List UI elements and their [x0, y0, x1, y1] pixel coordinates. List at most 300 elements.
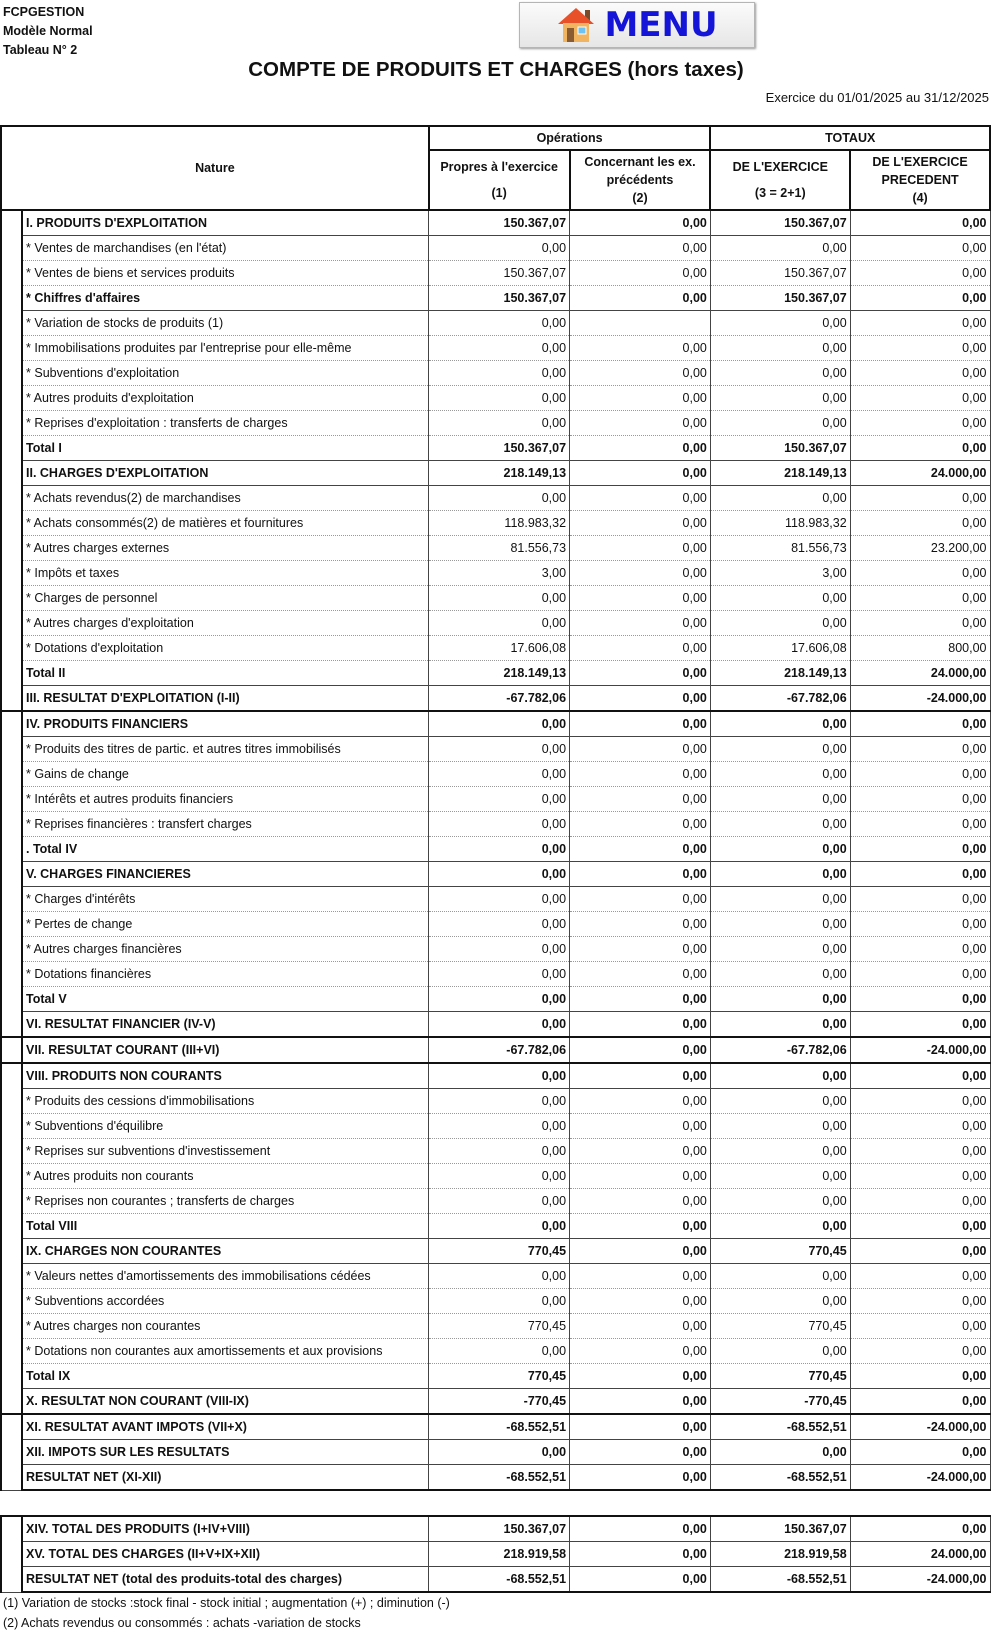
- value-cell-col4: 0,00: [850, 937, 990, 962]
- value-cell-col2: 0,00: [570, 787, 711, 812]
- value-cell-col3: 0,00: [710, 837, 850, 862]
- value-cell-col4: 0,00: [850, 1164, 990, 1189]
- value-cell-col1: 0,00: [429, 1189, 570, 1214]
- table-row: [1, 1440, 990, 1465]
- value-cell-col4: 0,00: [850, 1139, 990, 1164]
- value-cell-col1: 0,00: [429, 311, 570, 336]
- value-cell-col2: 0,00: [570, 1516, 711, 1542]
- value-cell-col1: 0,00: [429, 1289, 570, 1314]
- value-cell-col1: 0,00: [429, 1164, 570, 1189]
- value-cell-col4: 0,00: [850, 336, 990, 361]
- value-cell-col4: 23.200,00: [850, 536, 990, 561]
- row-label: * Variation de stocks de produits (1): [22, 311, 429, 336]
- value-cell-col1: 3,00: [429, 561, 570, 586]
- value-cell-col4: 0,00: [850, 1264, 990, 1289]
- value-cell-col4: 0,00: [850, 787, 990, 812]
- table-row: [1, 812, 990, 837]
- company-name: FCPGESTION: [3, 5, 85, 19]
- value-cell-col1: -67.782,06: [429, 1037, 570, 1063]
- value-cell-col4: 0,00: [850, 1314, 990, 1339]
- row-label: VII. RESULTAT COURANT (III+VI): [22, 1037, 429, 1063]
- value-cell-col1: 0,00: [429, 862, 570, 887]
- row-label: * Charges de personnel: [22, 586, 429, 611]
- row-label: * Subventions d'exploitation: [22, 361, 429, 386]
- value-cell-col1: 0,00: [429, 1114, 570, 1139]
- row-label: * Achats consommés(2) de matières et fournitures: [22, 511, 429, 536]
- value-cell-col2: 0,00: [570, 812, 711, 837]
- value-cell-col3: 0,00: [710, 311, 850, 336]
- value-cell-col3: 218.149,13: [710, 661, 850, 686]
- value-cell-col3: 0,00: [710, 361, 850, 386]
- table-row: [1, 1264, 990, 1289]
- row-label: * Reprises sur subventions d'investissement: [22, 1139, 429, 1164]
- value-cell-col2: 0,00: [570, 862, 711, 887]
- table-row: [1, 411, 990, 436]
- table-row: [1, 1516, 990, 1542]
- table-row: [1, 1012, 990, 1038]
- value-cell-col1: 0,00: [429, 611, 570, 636]
- value-cell-col1: 0,00: [429, 1139, 570, 1164]
- value-cell-col4: -24.000,00: [850, 1037, 990, 1063]
- value-cell-col3: 770,45: [710, 1239, 850, 1264]
- menu-label: MENU: [604, 5, 718, 45]
- row-label: * Reprises d'exploitation : transferts de charges: [22, 411, 429, 436]
- value-cell-col3: 0,00: [710, 737, 850, 762]
- value-cell-col3: 150.367,07: [710, 210, 850, 236]
- table-row: [1, 912, 990, 937]
- house-icon: [556, 6, 596, 44]
- row-label: IX. CHARGES NON COURANTES: [22, 1239, 429, 1264]
- value-cell-col3: -67.782,06: [710, 1037, 850, 1063]
- value-cell-col4: 24.000,00: [850, 1542, 990, 1567]
- table-row: [1, 536, 990, 561]
- value-cell-col3: 218.149,13: [710, 461, 850, 486]
- row-label: * Reprises financières : transfert charges: [22, 812, 429, 837]
- value-cell-col2: 0,00: [570, 661, 711, 686]
- value-cell-col1: 0,00: [429, 1264, 570, 1289]
- table-row: [1, 962, 990, 987]
- value-cell-col4: 800,00: [850, 636, 990, 661]
- row-label: VI. RESULTAT FINANCIER (IV-V): [22, 1012, 429, 1038]
- row-label: * Ventes de biens et services produits: [22, 261, 429, 286]
- row-label: * Dotations non courantes aux amortissements et aux provisions: [22, 1339, 429, 1364]
- table-row: [1, 1465, 990, 1491]
- value-cell-col4: 0,00: [850, 862, 990, 887]
- value-cell-col4: -24.000,00: [850, 686, 990, 712]
- value-cell-col3: 770,45: [710, 1364, 850, 1389]
- col2-header: Concernant les ex. précédents (2): [570, 150, 711, 210]
- value-cell-col4: 0,00: [850, 586, 990, 611]
- value-cell-col3: 0,00: [710, 1440, 850, 1465]
- row-label: X. RESULTAT NON COURANT (VIII-IX): [22, 1389, 429, 1415]
- value-cell-col2: 0,00: [570, 1139, 711, 1164]
- value-cell-col1: -68.552,51: [429, 1465, 570, 1491]
- value-cell-col1: 218.149,13: [429, 461, 570, 486]
- value-cell-col3: 17.606,08: [710, 636, 850, 661]
- value-cell-col1: 0,00: [429, 411, 570, 436]
- table-row: [1, 636, 990, 661]
- value-cell-col4: 0,00: [850, 1214, 990, 1239]
- row-label: VIII. PRODUITS NON COURANTS: [22, 1063, 429, 1089]
- statement-body: [1, 210, 990, 1592]
- value-cell-col2: 0,00: [570, 361, 711, 386]
- row-label: RESULTAT NET (XI-XII): [22, 1465, 429, 1491]
- value-cell-col3: 0,00: [710, 812, 850, 837]
- value-cell-col3: 0,00: [710, 912, 850, 937]
- table-number: Tableau N° 2: [3, 43, 78, 57]
- value-cell-col4: 0,00: [850, 261, 990, 286]
- value-cell-col2: 0,00: [570, 1440, 711, 1465]
- table-row: [1, 711, 990, 737]
- value-cell-col2: 0,00: [570, 386, 711, 411]
- value-cell-col2: 0,00: [570, 536, 711, 561]
- value-cell-col1: 17.606,08: [429, 636, 570, 661]
- value-cell-col4: 0,00: [850, 210, 990, 236]
- value-cell-col1: 0,00: [429, 962, 570, 987]
- value-cell-col1: 150.367,07: [429, 261, 570, 286]
- value-cell-col1: 0,00: [429, 912, 570, 937]
- row-label: XIV. TOTAL DES PRODUITS (I+IV+VIII): [22, 1516, 429, 1542]
- value-cell-col2: 0,00: [570, 937, 711, 962]
- value-cell-col1: 0,00: [429, 1214, 570, 1239]
- table-row: [1, 837, 990, 862]
- value-cell-col2: 0,00: [570, 1314, 711, 1339]
- table-row: [1, 661, 990, 686]
- value-cell-col1: -770,45: [429, 1389, 570, 1415]
- footnote-2: (2) Achats revendus ou consommés : achats -variation de stocks: [3, 1616, 361, 1630]
- nature-header: Nature: [1, 126, 429, 210]
- row-label: * Produits des cessions d'immobilisations: [22, 1089, 429, 1114]
- row-label: * Intérêts et autres produits financiers: [22, 787, 429, 812]
- table-row: [1, 210, 990, 236]
- table-row: [1, 1389, 990, 1415]
- table-row: [1, 686, 990, 712]
- row-label: RESULTAT NET (total des produits-total des charges): [22, 1567, 429, 1593]
- menu-button[interactable]: [519, 2, 755, 48]
- section-label-cell: [1, 1063, 22, 1414]
- row-label: * Subventions d'équilibre: [22, 1114, 429, 1139]
- value-cell-col3: 0,00: [710, 787, 850, 812]
- value-cell-col3: 0,00: [710, 1289, 850, 1314]
- statement-table: [0, 125, 991, 1593]
- value-cell-col3: -68.552,51: [710, 1414, 850, 1440]
- value-cell-col3: 118.983,32: [710, 511, 850, 536]
- col3-header: DE L'EXERCICE (3 = 2+1): [710, 150, 850, 210]
- row-label: IV. PRODUITS FINANCIERS: [22, 711, 429, 737]
- row-label: Total IX: [22, 1364, 429, 1389]
- value-cell-col4: 0,00: [850, 436, 990, 461]
- value-cell-col2: 0,00: [570, 737, 711, 762]
- value-cell-col1: 218.149,13: [429, 661, 570, 686]
- value-cell-col4: 0,00: [850, 737, 990, 762]
- value-cell-col2: 0,00: [570, 1012, 711, 1038]
- table-row: [1, 1314, 990, 1339]
- value-cell-col4: 0,00: [850, 1289, 990, 1314]
- row-label: * Immobilisations produites par l'entreprise pour elle-même: [22, 336, 429, 361]
- value-cell-col2: 0,00: [570, 210, 711, 236]
- value-cell-col4: 0,00: [850, 812, 990, 837]
- table-row: [1, 1089, 990, 1114]
- value-cell-col1: 118.983,32: [429, 511, 570, 536]
- table-row: [1, 762, 990, 787]
- exercice-period: Exercice du 01/01/2025 au 31/12/2025: [765, 90, 989, 105]
- value-cell-col3: 0,00: [710, 386, 850, 411]
- row-label: Total VIII: [22, 1214, 429, 1239]
- row-label: * Valeurs nettes d'amortissements des immobilisations cédées: [22, 1264, 429, 1289]
- value-cell-col4: 0,00: [850, 1364, 990, 1389]
- value-cell-col4: 0,00: [850, 486, 990, 511]
- value-cell-col2: 0,00: [570, 261, 711, 286]
- value-cell-col4: 0,00: [850, 561, 990, 586]
- row-label: XII. IMPOTS SUR LES RESULTATS: [22, 1440, 429, 1465]
- value-cell-col2: 0,00: [570, 1037, 711, 1063]
- row-label: * Achats revendus(2) de marchandises: [22, 486, 429, 511]
- row-label: Total II: [22, 661, 429, 686]
- value-cell-col4: 0,00: [850, 1114, 990, 1139]
- value-cell-col1: 0,00: [429, 1063, 570, 1089]
- value-cell-col2: 0,00: [570, 511, 711, 536]
- value-cell-col2: 0,00: [570, 1189, 711, 1214]
- value-cell-col4: 0,00: [850, 286, 990, 311]
- value-cell-col1: 0,00: [429, 1012, 570, 1038]
- table-row: [1, 1037, 990, 1063]
- row-label: Total V: [22, 987, 429, 1012]
- row-label: * Autres charges non courantes: [22, 1314, 429, 1339]
- value-cell-col3: -67.782,06: [710, 686, 850, 712]
- value-cell-col1: 0,00: [429, 737, 570, 762]
- row-label: * Autres produits non courants: [22, 1164, 429, 1189]
- value-cell-col2: 0,00: [570, 837, 711, 862]
- value-cell-col4: 0,00: [850, 1189, 990, 1214]
- value-cell-col1: 0,00: [429, 1339, 570, 1364]
- value-cell-col2: 0,00: [570, 1164, 711, 1189]
- row-label: . Total IV: [22, 837, 429, 862]
- value-cell-col2: 0,00: [570, 1114, 711, 1139]
- value-cell-col2: 0,00: [570, 762, 711, 787]
- value-cell-col2: 0,00: [570, 436, 711, 461]
- value-cell-col4: 0,00: [850, 611, 990, 636]
- value-cell-col1: 0,00: [429, 336, 570, 361]
- value-cell-col4: 0,00: [850, 1239, 990, 1264]
- value-cell-col3: 0,00: [710, 962, 850, 987]
- row-label: * Dotations financières: [22, 962, 429, 987]
- row-label: * Chiffres d'affaires: [22, 286, 429, 311]
- value-cell-col4: 0,00: [850, 1012, 990, 1038]
- value-cell-col3: 0,00: [710, 1139, 850, 1164]
- row-label: I. PRODUITS D'EXPLOITATION: [22, 210, 429, 236]
- table-row: [1, 1139, 990, 1164]
- table-row: [1, 586, 990, 611]
- value-cell-col3: 0,00: [710, 1214, 850, 1239]
- table-row: [1, 1364, 990, 1389]
- value-cell-col3: 0,00: [710, 336, 850, 361]
- value-cell-col3: 0,00: [710, 411, 850, 436]
- row-label: II. CHARGES D'EXPLOITATION: [22, 461, 429, 486]
- value-cell-col3: 0,00: [710, 711, 850, 737]
- value-cell-col3: -68.552,51: [710, 1465, 850, 1491]
- value-cell-col1: 0,00: [429, 837, 570, 862]
- value-cell-col2: 0,00: [570, 1567, 711, 1593]
- table-row: [1, 461, 990, 486]
- value-cell-col1: 150.367,07: [429, 436, 570, 461]
- value-cell-col1: 150.367,07: [429, 210, 570, 236]
- value-cell-col3: 0,00: [710, 586, 850, 611]
- value-cell-col2: 0,00: [570, 586, 711, 611]
- value-cell-col2: 0,00: [570, 686, 711, 712]
- value-cell-col2: 0,00: [570, 962, 711, 987]
- value-cell-col2: 0,00: [570, 611, 711, 636]
- operations-header: Opérations: [429, 126, 711, 150]
- value-cell-col4: 0,00: [850, 711, 990, 737]
- value-cell-col2: 0,00: [570, 461, 711, 486]
- table-row: [1, 336, 990, 361]
- value-cell-col3: 150.367,07: [710, 436, 850, 461]
- value-cell-col1: 0,00: [429, 236, 570, 261]
- value-cell-col3: 0,00: [710, 862, 850, 887]
- value-cell-col3: 0,00: [710, 1264, 850, 1289]
- value-cell-col4: 0,00: [850, 1339, 990, 1364]
- spacer-row: [1, 1490, 990, 1516]
- value-cell-col4: 0,00: [850, 987, 990, 1012]
- value-cell-col1: 0,00: [429, 987, 570, 1012]
- value-cell-col2: [570, 311, 711, 336]
- table-row: [1, 737, 990, 762]
- row-label: * Autres charges d'exploitation: [22, 611, 429, 636]
- value-cell-col2: 0,00: [570, 912, 711, 937]
- value-cell-col2: 0,00: [570, 1089, 711, 1114]
- value-cell-col4: 0,00: [850, 311, 990, 336]
- value-cell-col3: 0,00: [710, 1114, 850, 1139]
- value-cell-col4: 0,00: [850, 511, 990, 536]
- table-row: [1, 1542, 990, 1567]
- value-cell-col4: 0,00: [850, 912, 990, 937]
- value-cell-col2: 0,00: [570, 1239, 711, 1264]
- value-cell-col2: 0,00: [570, 1465, 711, 1491]
- value-cell-col1: 770,45: [429, 1314, 570, 1339]
- value-cell-col4: 0,00: [850, 1440, 990, 1465]
- table-row: [1, 1289, 990, 1314]
- row-label: Total I: [22, 436, 429, 461]
- table-row: [1, 1567, 990, 1593]
- value-cell-col1: 0,00: [429, 586, 570, 611]
- row-label: * Pertes de change: [22, 912, 429, 937]
- value-cell-col2: 0,00: [570, 336, 711, 361]
- totaux-header: TOTAUX: [710, 126, 990, 150]
- spacer-cell: [1, 1490, 990, 1516]
- value-cell-col1: 0,00: [429, 787, 570, 812]
- value-cell-col1: 0,00: [429, 812, 570, 837]
- value-cell-col3: 81.556,73: [710, 536, 850, 561]
- row-label: * Reprises non courantes ; transferts de charges: [22, 1189, 429, 1214]
- value-cell-col3: 0,00: [710, 236, 850, 261]
- table-row: [1, 361, 990, 386]
- table-row: [1, 561, 990, 586]
- value-cell-col2: 0,00: [570, 561, 711, 586]
- value-cell-col2: 0,00: [570, 887, 711, 912]
- value-cell-col4: 0,00: [850, 1089, 990, 1114]
- section-label-cell: [1, 1037, 22, 1063]
- value-cell-col3: 0,00: [710, 611, 850, 636]
- row-label: * Produits des titres de partic. et autres titres immobilisés: [22, 737, 429, 762]
- value-cell-col4: 0,00: [850, 837, 990, 862]
- value-cell-col3: 0,00: [710, 987, 850, 1012]
- table-row: [1, 1214, 990, 1239]
- value-cell-col2: 0,00: [570, 1414, 711, 1440]
- value-cell-col1: 0,00: [429, 361, 570, 386]
- value-cell-col4: 0,00: [850, 1389, 990, 1415]
- value-cell-col1: 0,00: [429, 486, 570, 511]
- value-cell-col3: -770,45: [710, 1389, 850, 1415]
- value-cell-col3: 0,00: [710, 1012, 850, 1038]
- value-cell-col1: -67.782,06: [429, 686, 570, 712]
- value-cell-col4: 24.000,00: [850, 661, 990, 686]
- value-cell-col1: 0,00: [429, 887, 570, 912]
- value-cell-col4: 0,00: [850, 236, 990, 261]
- value-cell-col1: 770,45: [429, 1239, 570, 1264]
- model-name: Modèle Normal: [3, 24, 93, 38]
- table-row: [1, 486, 990, 511]
- value-cell-col1: 81.556,73: [429, 536, 570, 561]
- value-cell-col4: -24.000,00: [850, 1567, 990, 1593]
- value-cell-col1: 0,00: [429, 1089, 570, 1114]
- value-cell-col3: 3,00: [710, 561, 850, 586]
- table-row: [1, 1063, 990, 1089]
- table-row: [1, 862, 990, 887]
- value-cell-col3: 0,00: [710, 1339, 850, 1364]
- row-label: XV. TOTAL DES CHARGES (II+V+IX+XII): [22, 1542, 429, 1567]
- value-cell-col3: 150.367,07: [710, 1516, 850, 1542]
- table-row: [1, 987, 990, 1012]
- table-row: [1, 1414, 990, 1440]
- value-cell-col3: 0,00: [710, 1063, 850, 1089]
- footnote-1: (1) Variation de stocks :stock final - stock initial ; augmentation (+) ; diminution (-): [3, 1596, 450, 1610]
- section-label-cell: [1, 1414, 22, 1490]
- value-cell-col2: 0,00: [570, 1339, 711, 1364]
- value-cell-col2: 0,00: [570, 987, 711, 1012]
- row-label: * Autres charges externes: [22, 536, 429, 561]
- value-cell-col1: -68.552,51: [429, 1414, 570, 1440]
- value-cell-col2: 0,00: [570, 711, 711, 737]
- table-row: [1, 386, 990, 411]
- value-cell-col1: 0,00: [429, 762, 570, 787]
- value-cell-col2: 0,00: [570, 1214, 711, 1239]
- table-row: [1, 787, 990, 812]
- row-label: XI. RESULTAT AVANT IMPOTS (VII+X): [22, 1414, 429, 1440]
- value-cell-col4: 0,00: [850, 887, 990, 912]
- value-cell-col3: 0,00: [710, 486, 850, 511]
- row-label: * Ventes de marchandises (en l'état): [22, 236, 429, 261]
- col4-header: DE L'EXERCICE PRECEDENT (4): [850, 150, 990, 210]
- value-cell-col4: -24.000,00: [850, 1465, 990, 1491]
- value-cell-col1: 150.367,07: [429, 1516, 570, 1542]
- value-cell-col3: 0,00: [710, 1164, 850, 1189]
- col1-header: Propres à l'exercice (1): [429, 150, 570, 210]
- value-cell-col2: 0,00: [570, 636, 711, 661]
- value-cell-col2: 0,00: [570, 236, 711, 261]
- value-cell-col1: -68.552,51: [429, 1567, 570, 1593]
- table-row: [1, 1189, 990, 1214]
- value-cell-col1: 0,00: [429, 1440, 570, 1465]
- table-row: [1, 261, 990, 286]
- value-cell-col3: 770,45: [710, 1314, 850, 1339]
- table-row: [1, 311, 990, 336]
- value-cell-col1: 0,00: [429, 937, 570, 962]
- value-cell-col3: 0,00: [710, 1189, 850, 1214]
- value-cell-col2: 0,00: [570, 286, 711, 311]
- row-label: * Impôts et taxes: [22, 561, 429, 586]
- row-label: V. CHARGES FINANCIERES: [22, 862, 429, 887]
- table-row: [1, 1164, 990, 1189]
